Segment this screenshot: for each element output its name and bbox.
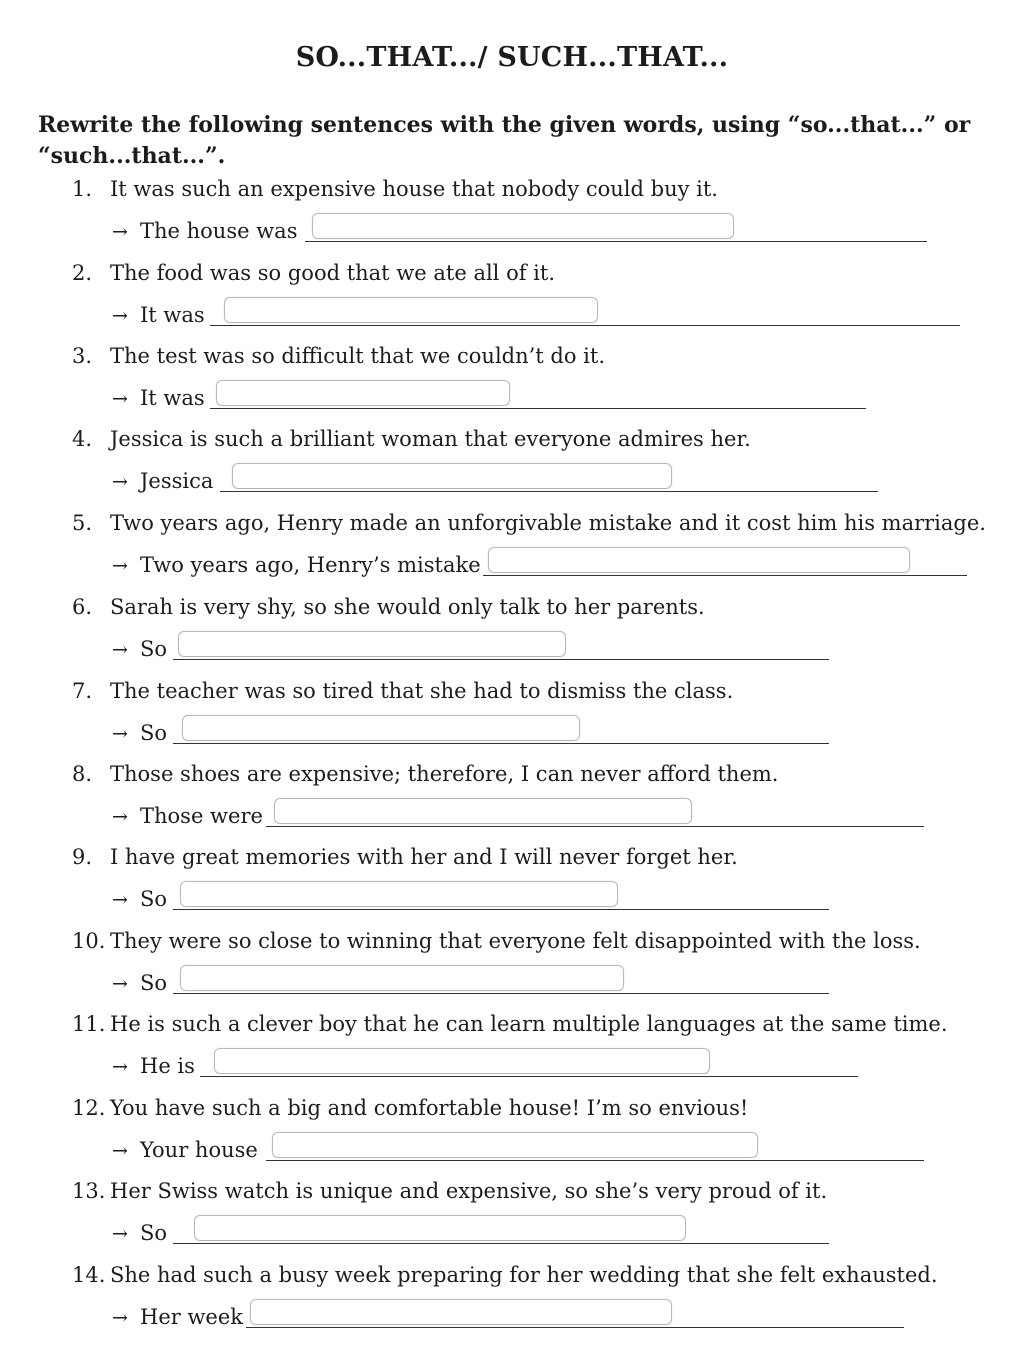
item-sentence: She had such a busy week preparing for her wedding that she felt exhausted. [110,1263,938,1287]
exercise-item-6 [0,593,1024,677]
answer-line [173,1243,829,1244]
item-sentence: The teacher was so tired that she had to dismiss the class. [110,679,734,703]
item-sentence: Her Swiss watch is unique and expensive, so she’s very proud of it. [110,1179,828,1203]
item-number: 13. [72,1179,106,1203]
item-number: 8. [72,762,93,786]
answer-input[interactable] [180,965,624,991]
answer-prompt: Those were [140,804,263,828]
answer-line [173,659,829,660]
answer-prompt: So [140,971,168,995]
answer-prompt: So [140,1221,168,1245]
exercise-item-10 [0,927,1024,1011]
exercise-item-8 [0,760,1024,844]
answer-prompt: Her week [140,1305,244,1329]
item-number: 2. [72,261,93,285]
exercise-item-9 [0,843,1024,927]
answer-prompt: Jessica [140,469,214,493]
answer-line [210,325,960,326]
answer-input[interactable] [214,1048,710,1074]
item-number: 12. [72,1096,106,1120]
answer-prompt: He is [140,1054,195,1078]
item-number: 3. [72,344,93,368]
answer-line [173,993,829,994]
arrow-icon: → [112,1223,128,1245]
item-number: 5. [72,511,93,535]
answer-prompt: The house was [140,219,298,243]
arrow-icon: → [112,221,128,243]
exercise-item-11 [0,1010,1024,1094]
item-sentence: The food was so good that we ate all of it. [110,261,555,285]
answer-prompt: So [140,721,168,745]
answer-input[interactable] [224,297,598,323]
answer-line [246,1327,904,1328]
arrow-icon: → [112,889,128,911]
arrow-icon: → [112,471,128,493]
arrow-icon: → [112,1140,128,1162]
arrow-icon: → [112,723,128,745]
answer-line [266,826,924,827]
exercise-item-3 [0,342,1024,426]
answer-prompt: Your house [140,1138,258,1162]
instructions: Rewrite the following sentences with the given words, using “so...that...” or “such...that...”. [38,112,971,169]
exercise-item-12 [0,1094,1024,1178]
item-sentence: I have great memories with her and I will never forget her. [110,845,738,869]
item-number: 1. [72,177,93,201]
item-number: 7. [72,679,93,703]
answer-input[interactable] [250,1299,672,1325]
exercise-item-2 [0,259,1024,343]
item-sentence: The test was so difficult that we couldn’t do it. [110,344,606,368]
item-number: 10. [72,929,106,953]
arrow-icon: → [112,305,128,327]
exercise-item-5 [0,509,1024,593]
page-title: SO...THAT.../ SUCH...THAT... [295,42,729,73]
answer-input[interactable] [272,1132,758,1158]
answer-input[interactable] [312,213,734,239]
exercise-item-4 [0,425,1024,509]
item-sentence: Those shoes are expensive; therefore, I can never afford them. [110,762,779,786]
answer-prompt: So [140,887,168,911]
answer-input[interactable] [216,380,510,406]
arrow-icon: → [112,1056,128,1078]
answer-input[interactable] [274,798,692,824]
answer-line [173,909,829,910]
exercise-item-1 [0,175,1024,259]
answer-prompt: It was [140,386,205,410]
item-number: 9. [72,845,93,869]
answer-line [200,1076,858,1077]
item-number: 14. [72,1263,106,1287]
item-sentence: Two years ago, Henry made an unforgivable mistake and it cost him his marriage. [110,511,986,535]
answer-input[interactable] [488,547,910,573]
answer-input[interactable] [180,881,618,907]
item-sentence: It was such an expensive house that nobody could buy it. [110,177,718,201]
exercise-item-13 [0,1177,1024,1261]
item-number: 6. [72,595,93,619]
arrow-icon: → [112,639,128,661]
item-sentence: They were so close to winning that everyone felt disappointed with the loss. [110,929,921,953]
item-sentence: He is such a clever boy that he can learn multiple languages at the same time. [110,1012,948,1036]
answer-input[interactable] [182,715,580,741]
answer-line [210,408,866,409]
exercise-item-14 [0,1261,1024,1345]
answer-line [220,491,878,492]
answer-input[interactable] [194,1215,686,1241]
item-sentence: Sarah is very shy, so she would only talk to her parents. [110,595,705,619]
answer-input[interactable] [232,463,672,489]
answer-prompt: So [140,637,168,661]
item-sentence: You have such a big and comfortable house! I’m so envious! [110,1096,749,1120]
arrow-icon: → [112,973,128,995]
answer-input[interactable] [178,631,566,657]
answer-prompt: It was [140,303,205,327]
item-number: 11. [72,1012,106,1036]
arrow-icon: → [112,388,128,410]
arrow-icon: → [112,555,128,577]
arrow-icon: → [112,806,128,828]
item-sentence: Jessica is such a brilliant woman that everyone admires her. [110,427,751,451]
item-number: 4. [72,427,93,451]
answer-line [305,241,927,242]
answer-line [173,743,829,744]
answer-prompt: Two years ago, Henry’s mistake [140,553,481,577]
exercise-item-7 [0,677,1024,761]
answer-line [266,1160,924,1161]
arrow-icon: → [112,1307,128,1329]
answer-line [483,575,967,576]
